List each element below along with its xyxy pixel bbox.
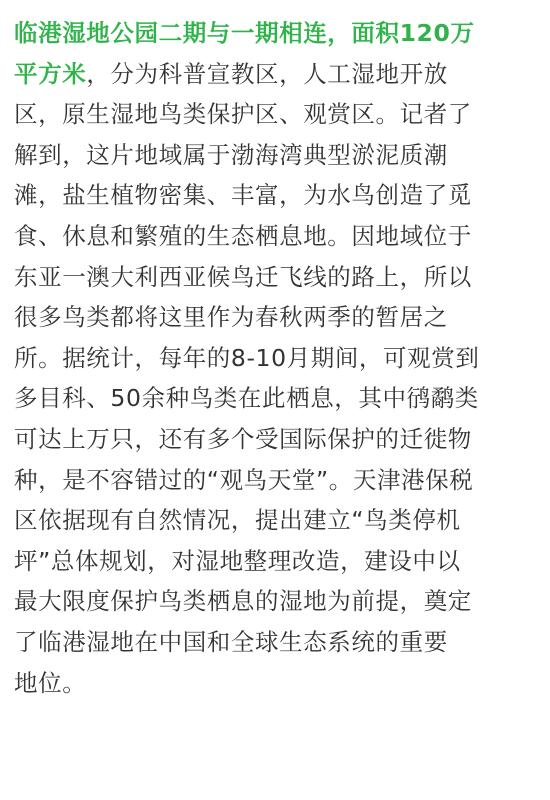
body-text: 所。据统计，每年的8-10月期间，可观赏到: [14, 343, 480, 372]
body-text: 坪”总体规划，对湿地整理改造，建设中以: [14, 546, 461, 575]
article-line: [14, 581, 540, 622]
article-line: [14, 94, 540, 135]
article-line: [14, 216, 540, 257]
article-line: [14, 622, 540, 663]
article-line: [14, 13, 540, 54]
body-text: 食、休息和繁殖的生态栖息地。因地域位于: [14, 221, 472, 250]
body-text: 区依据现有自然情况，提出建立“鸟类停机: [14, 506, 461, 535]
article-line: [14, 500, 540, 541]
article-line: [14, 460, 540, 501]
body-text: 解到，这片地域属于渤海湾典型淤泥质潮: [14, 140, 448, 169]
article-line: [14, 54, 540, 95]
article-line: [14, 338, 540, 379]
article-line: [14, 297, 540, 338]
body-text: 很多鸟类都将这里作为春秋两季的暂居之: [14, 303, 448, 332]
highlighted-text: 临港湿地公园二期与一期相连，面积120万: [14, 19, 475, 47]
body-text: ，分为科普宣教区，人工湿地开放: [86, 59, 448, 88]
article-line: [14, 135, 540, 176]
article-line: [14, 257, 540, 298]
body-text: 多目科、50余种鸟类在此栖息，其中鸻鹬类: [14, 384, 479, 413]
highlighted-text: 平方米: [14, 59, 87, 88]
body-text: 东亚一澳大利西亚候鸟迁飞线的路上，所以: [14, 262, 472, 291]
body-text: 种，是不容错过的“观鸟天堂”。天津港保税: [14, 465, 474, 494]
article-line: [14, 541, 540, 582]
article-line: [14, 175, 540, 216]
article-line: [14, 419, 540, 460]
body-text: 了临港湿地在中国和全球生态系统的重要: [14, 627, 448, 656]
article-line: [14, 378, 540, 419]
body-text: 滩，盐生植物密集、丰富，为水鸟创造了觅: [14, 181, 472, 210]
body-text: 可达上万只，还有多个受国际保护的迁徙物: [14, 424, 472, 453]
body-text: 最大限度保护鸟类栖息的湿地为前提，奠定: [14, 587, 472, 616]
body-text: 区，原生湿地鸟类保护区、观赏区。记者了: [14, 100, 472, 129]
article-line: [14, 663, 540, 704]
body-text: 地位。: [14, 668, 87, 697]
